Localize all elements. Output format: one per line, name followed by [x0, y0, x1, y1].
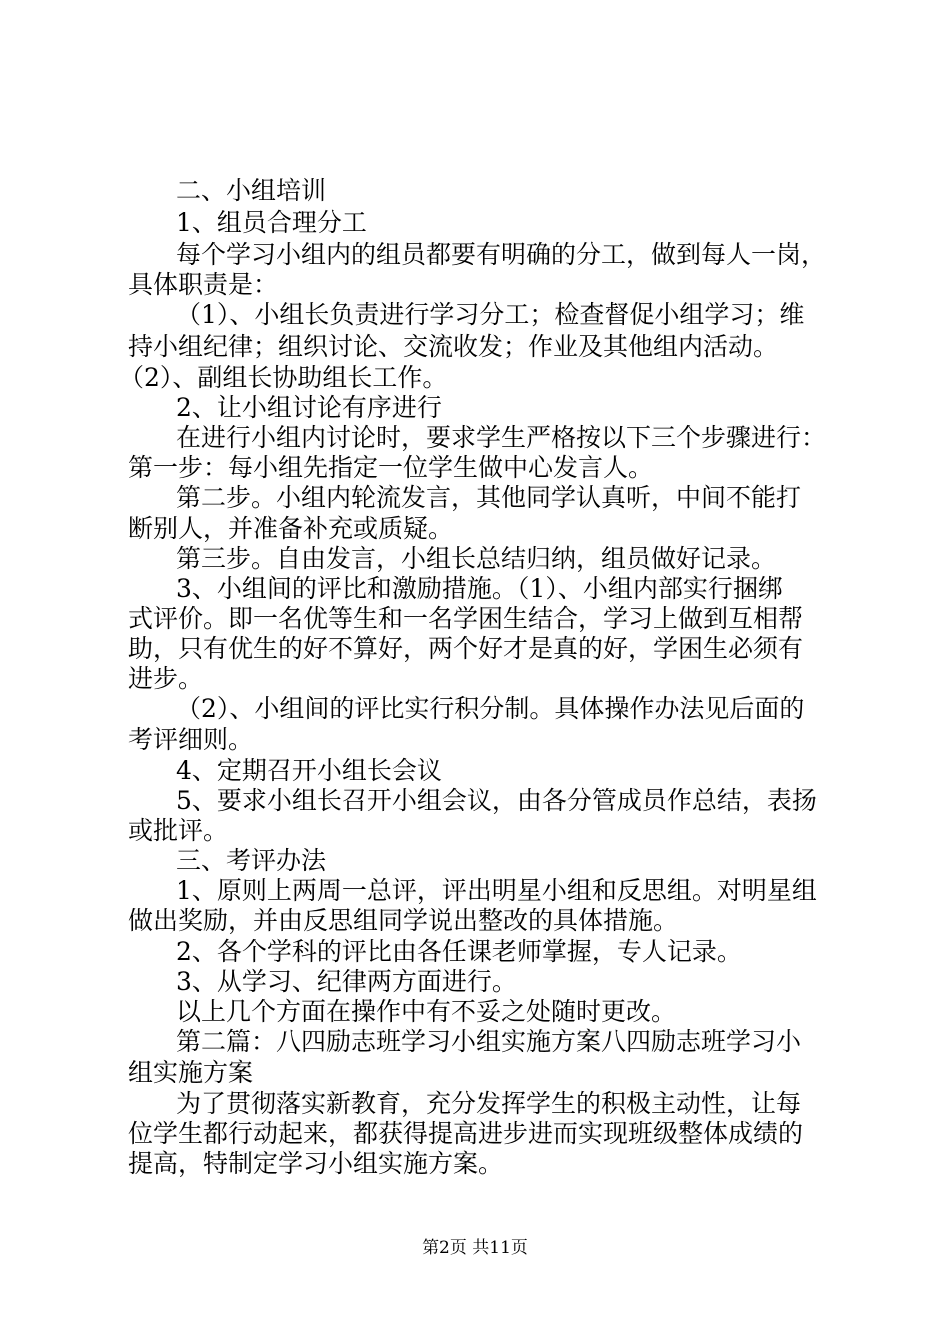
- subheading-5: 5、要求小组长召开小组会议，由各分管成员作总结，表扬: [176, 786, 817, 815]
- paragraph-line: 进步。: [128, 664, 204, 693]
- paragraph-line: 提高，特制定学习小组实施方案。: [128, 1149, 504, 1178]
- paragraph-line: 做出奖励，并由反思组同学说出整改的具体措施。: [128, 906, 679, 935]
- paragraph-line: 具体职责是：: [128, 270, 279, 299]
- paragraph-line: 断别人，并准备补充或质疑。: [128, 514, 454, 543]
- heading-section-3: 三、考评办法: [176, 846, 327, 875]
- paragraph-line: 第三步。自由发言，小组长总结归纳，组员做好记录。: [176, 544, 777, 573]
- subheading-2: 2、让小组讨论有序进行: [176, 393, 442, 422]
- paragraph-line: 以上几个方面在操作中有不妥之处随时更改。: [176, 997, 677, 1026]
- heading-section-2: 二、小组培训: [176, 176, 327, 205]
- paragraph-line: 持小组纪律；组织讨论、交流收发；作业及其他组内活动。: [128, 332, 779, 361]
- paragraph-line: 3、从学习、纪律两方面进行。: [176, 967, 517, 996]
- paragraph-line: 助，只有优生的好不算好，两个好才是真的好，学困生必须有: [128, 634, 804, 663]
- paragraph-line: 式评价。即一名优等生和一名学困生结合，学习上做到互相帮: [128, 604, 804, 633]
- paragraph-line: （1）、小组长负责进行学习分工；检查督促小组学习；维: [176, 300, 805, 329]
- paragraph-line: 考评细则。: [128, 725, 254, 754]
- paragraph-line: 第二步。小组内轮流发言，其他同学认真听，中间不能打: [176, 483, 802, 512]
- paragraph-line: 在进行小组内讨论时，要求学生严格按以下三个步骤进行：: [176, 423, 827, 452]
- paragraph-line: 为了贯彻落实新教育，充分发挥学生的积极主动性，让每: [176, 1089, 802, 1118]
- paragraph-line: 每个学习小组内的组员都要有明确的分工，做到每人一岗，: [176, 240, 827, 269]
- paragraph-line: 或批评。: [128, 816, 229, 845]
- page-number-footer: 第2页 共11页: [422, 1238, 528, 1258]
- paragraph-line: 第一步：每小组先指定一位学生做中心发言人。: [128, 453, 654, 482]
- paragraph-line: （2）、小组间的评比实行积分制。具体操作办法见后面的: [176, 694, 805, 723]
- paragraph-line: 1、原则上两周一总评，评出明星小组和反思组。对明星组: [176, 876, 817, 905]
- paragraph-line: 2、各个学科的评比由各任课老师掌握，专人记录。: [176, 937, 742, 966]
- paragraph-line: 位学生都行动起来，都获得提高进步进而实现班级整体成绩的: [128, 1119, 804, 1148]
- chapter-title: 组实施方案: [128, 1058, 254, 1087]
- chapter-title: 第二篇：八四励志班学习小组实施方案八四励志班学习小: [176, 1027, 802, 1056]
- subheading-4: 4、定期召开小组长会议: [176, 756, 442, 785]
- subheading-3: 3、小组间的评比和激励措施。（1）、小组内部实行捆绑: [176, 574, 783, 603]
- subheading-1: 1、组员合理分工: [176, 208, 367, 237]
- paragraph-line: （2）、副组长协助组长工作。: [119, 363, 448, 392]
